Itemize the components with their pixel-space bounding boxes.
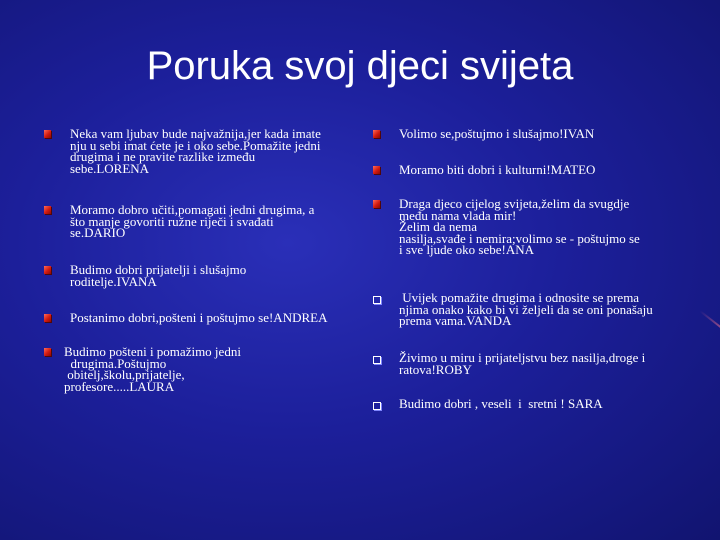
red-square-bullet-icon [373, 166, 380, 174]
message-andrea: Postanimo dobri,pošteni i poštujmo se!ANDREA [70, 310, 328, 325]
message-ana: Draga djeco cijelog svijeta,želim da svugdje među nama vlada mir! Želim da nema nasilja,svađe i nemira;volimo se - poštujmo se i sve ljude oko sebe!ANA [399, 196, 640, 257]
message-lorena: Neka vam ljubav bude najvažnija,jer kada imate nju u sebi imat ćete je i oko sebe.Pomažite jedni drugima i ne pravite razlike između sebe.LORENA [70, 126, 321, 176]
message-mateo: Moramo biti dobri i kulturni!MATEO [399, 162, 596, 177]
message-laura: Budimo pošteni i pomažimo jedni drugima.Poštujmo obitelj,školu,prijatelje, profesore.....LAURA [64, 344, 241, 394]
hollow-square-bullet-icon [373, 356, 381, 364]
message-ivan: Volimo se,poštujmo i slušajmo!IVAN [399, 126, 595, 141]
red-square-bullet-icon [44, 314, 51, 322]
red-square-bullet-icon [373, 130, 380, 138]
message-sara: Budimo dobri , veseli i sretni ! SARA [399, 396, 603, 411]
hollow-square-bullet-icon [373, 296, 381, 304]
decorative-streak [699, 310, 720, 336]
red-square-bullet-icon [44, 266, 51, 274]
message-dario: Moramo dobro učiti,pomagati jedni drugima, a što manje govoriti ružne riječi i svađati se.DARIO [70, 202, 315, 240]
red-square-bullet-icon [44, 348, 51, 356]
hollow-square-bullet-icon [373, 402, 381, 410]
message-roby: Živimo u miru i prijateljstvu bez nasilja,droge i ratova!ROBY [399, 350, 646, 377]
slide-title: Poruka svoj djeci svijeta [146, 44, 574, 88]
message-ivana: Budimo dobri prijatelji i slušajmo roditelje.IVANA [70, 262, 247, 289]
red-square-bullet-icon [44, 206, 51, 214]
red-square-bullet-icon [373, 200, 380, 208]
message-vanda: Uvijek pomažite drugima i odnosite se prema njima onako kako bi vi željeli da se oni ponašaju prema vama.VANDA [399, 290, 653, 328]
red-square-bullet-icon [44, 130, 51, 138]
